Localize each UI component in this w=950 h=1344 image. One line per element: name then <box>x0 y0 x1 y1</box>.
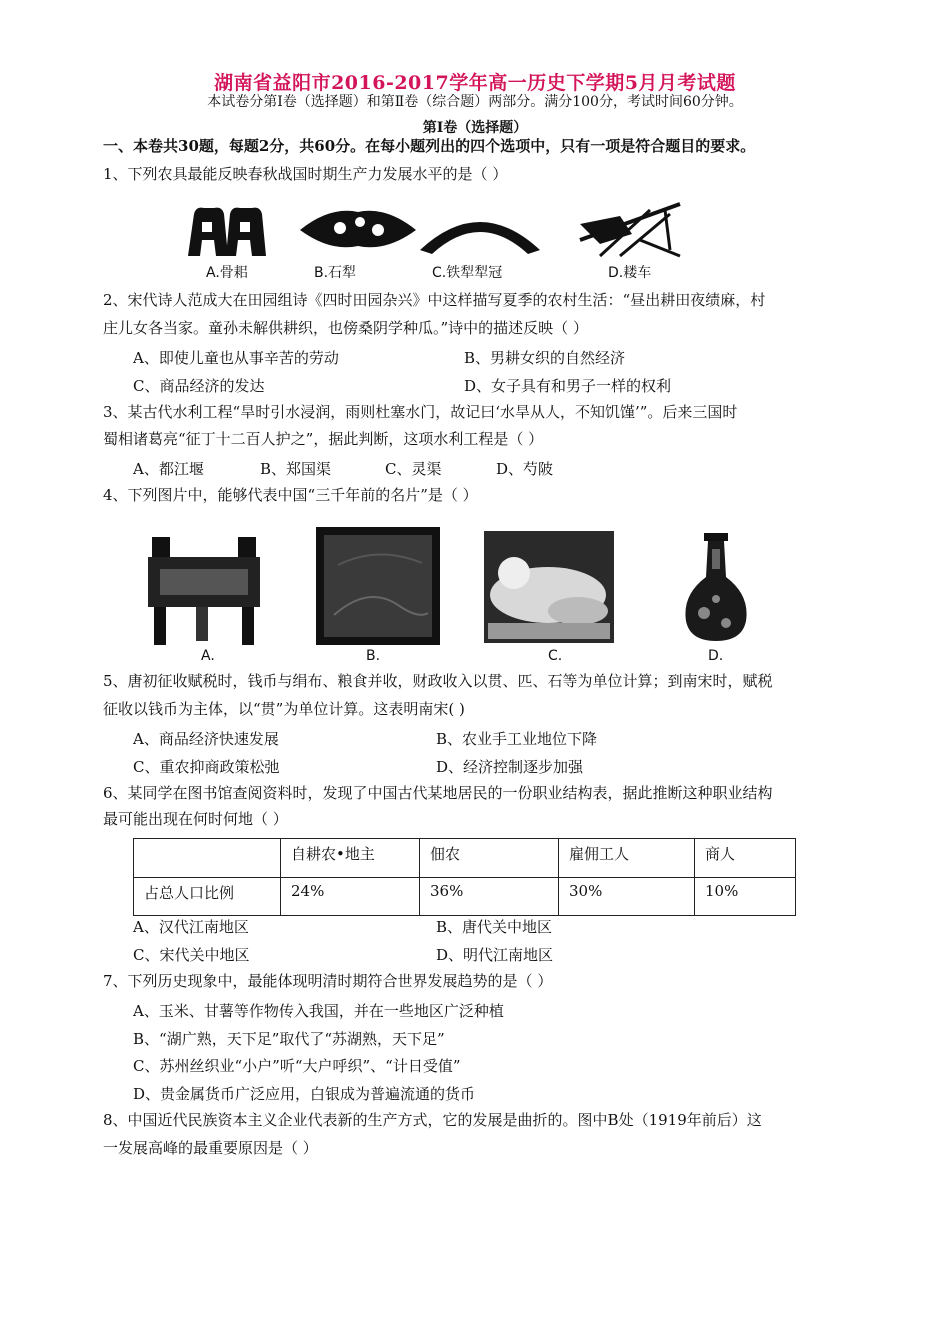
question-4-images <box>138 525 778 649</box>
q3-option-b: B、郑国渠 <box>260 460 332 478</box>
q3-option-d: D、芍陂 <box>496 460 554 478</box>
q1-caption-c: C.铁犁犁冠 <box>432 265 503 281</box>
q2-option-d: D、女子具有和男子一样的权利 <box>464 377 672 395</box>
table-header-cell: 雇佣工人 <box>559 839 695 878</box>
table-cell: 10% <box>695 877 796 916</box>
table-header-cell <box>134 839 281 878</box>
bronze-ding-icon <box>144 529 268 647</box>
q4-caption-a: A. <box>201 648 215 664</box>
q3-option-a: A、都江堰 <box>133 460 204 478</box>
question-1-stem: 1、下列农具最能反映春秋战国时期生产力发展水平的是（ ） <box>103 165 508 183</box>
question-6-stem-line1: 6、某同学在图书馆查阅资料时，发现了中国古代某地居民的一份职业结构表，据此推断这种职业结构 <box>103 784 773 802</box>
table-cell: 24% <box>281 877 420 916</box>
q6-option-d: D、明代江南地区 <box>436 946 554 964</box>
q7-option-b: B、“湖广熟，天下足”取代了“苏湖熟，天下足” <box>133 1030 445 1048</box>
question-5-stem-line2: 征收以钱币为主体，以“贯”为单位计算。这表明南宋( ) <box>103 700 465 718</box>
q5-option-c: C、重农抑商政策松弛 <box>133 758 280 776</box>
occupation-table <box>133 838 796 916</box>
q2-option-b: B、男耕女织的自然经济 <box>464 349 626 367</box>
table-header-cell: 商人 <box>695 839 796 878</box>
q5-option-d: D、经济控制逐步加强 <box>436 758 584 776</box>
pillow-figure-icon <box>484 531 614 643</box>
bone-spade-icon <box>188 208 266 256</box>
question-7-stem: 7、下列历史现象中，最能体现明清时期符合世界发展趋势的是（ ） <box>103 972 553 990</box>
q7-option-c: C、苏州丝织业“小户”听“大户呼织”、“计日受值” <box>133 1057 461 1075</box>
question-3-stem-line2: 蜀相诸葛亮“征丁十二百人护之”，据此判断，这项水利工程是（ ） <box>103 430 544 448</box>
seed-drill-icon <box>580 204 680 256</box>
q7-option-d: D、贵金属货币广泛应用，白银成为普遍流通的货币 <box>133 1085 476 1103</box>
table-header-cell: 佃农 <box>420 839 559 878</box>
q4-caption-d: D. <box>708 648 724 664</box>
q2-option-c: C、商品经济的发达 <box>133 377 265 395</box>
question-1-images <box>180 200 700 262</box>
q5-option-b: B、农业手工业地位下降 <box>436 730 598 748</box>
q6-option-a: A、汉代江南地区 <box>133 918 249 936</box>
q6-option-b: B、唐代关中地区 <box>436 918 553 936</box>
question-2-stem-line1: 2、宋代诗人范成大在田园组诗《四时田园杂兴》中这样描写夏季的农村生活：“昼出耕田夜绩麻，村 <box>103 291 766 309</box>
table-header-cell: 自耕农•地主 <box>281 839 420 878</box>
q4-caption-b: B. <box>366 648 381 664</box>
question-8-stem-line1: 8、中国近代民族资本主义企业代表新的生产方式，它的发展是曲折的。图中B处（1919年前后）这 <box>103 1111 762 1129</box>
section-instruction: 一、本卷共30题，每题2分，共60分。在每小题列出的四个选项中，只有一项是符合题目的要求。 <box>103 137 756 155</box>
table-cell: 30% <box>559 877 695 916</box>
q6-option-c: C、宋代关中地区 <box>133 946 250 964</box>
q1-caption-d: D.耧车 <box>608 265 652 281</box>
table-cell: 占总人口比例 <box>134 877 281 916</box>
q3-option-c: C、灵渠 <box>385 460 442 478</box>
table-cell: 36% <box>420 877 559 916</box>
question-6-stem-line2: 最可能出现在何时何地（ ） <box>103 810 288 828</box>
q2-option-a: A、即使儿童也从事辛苦的劳动 <box>133 349 339 367</box>
q1-caption-a: A.骨耜 <box>206 265 248 281</box>
q1-caption-b: B.石犁 <box>314 265 357 281</box>
question-3-stem-line1: 3、某古代水利工程“旱时引水浸润，雨则杜塞水门，故记曰‘水旱从人，不知饥馑’”。后来三国时 <box>103 403 738 421</box>
exam-intro: 本试卷分第Ⅰ卷（选择题）和第Ⅱ卷（综合题）两部分。满分100分，考试时间60分钟。 <box>207 94 743 110</box>
question-2-stem-line2: 庄儿女各当家。童孙未解供耕织，也傍桑阴学种瓜。”诗中的描述反映（ ） <box>103 319 588 337</box>
q5-option-a: A、商品经济快速发展 <box>133 730 279 748</box>
q7-option-a: A、玉米、甘薯等作物传入我国，并在一些地区广泛种植 <box>133 1002 504 1020</box>
porcelain-vase-icon <box>666 527 770 645</box>
question-8-stem-line2: 一发展高峰的最重要原因是（ ） <box>103 1139 318 1157</box>
table-header-row <box>134 839 796 878</box>
exam-title: 湖南省益阳市2016-2017学年高一历史下学期5月月考试题 <box>214 72 736 94</box>
table-row <box>134 877 796 916</box>
section-title: 第Ⅰ卷（选择题） <box>422 120 528 136</box>
stone-plow-icon <box>300 211 416 247</box>
question-5-stem-line1: 5、唐初征收赋税时，钱币与绢布、粮食并收，财政收入以贯、匹、石等为单位计算；到南宋时，赋税 <box>103 672 773 690</box>
question-4-stem: 4、下列图片中，能够代表中国“三千年前的名片”是（ ） <box>103 486 478 504</box>
q4-caption-c: C. <box>548 648 563 664</box>
painting-icon <box>316 527 440 645</box>
iron-plowshare-icon <box>420 222 540 254</box>
